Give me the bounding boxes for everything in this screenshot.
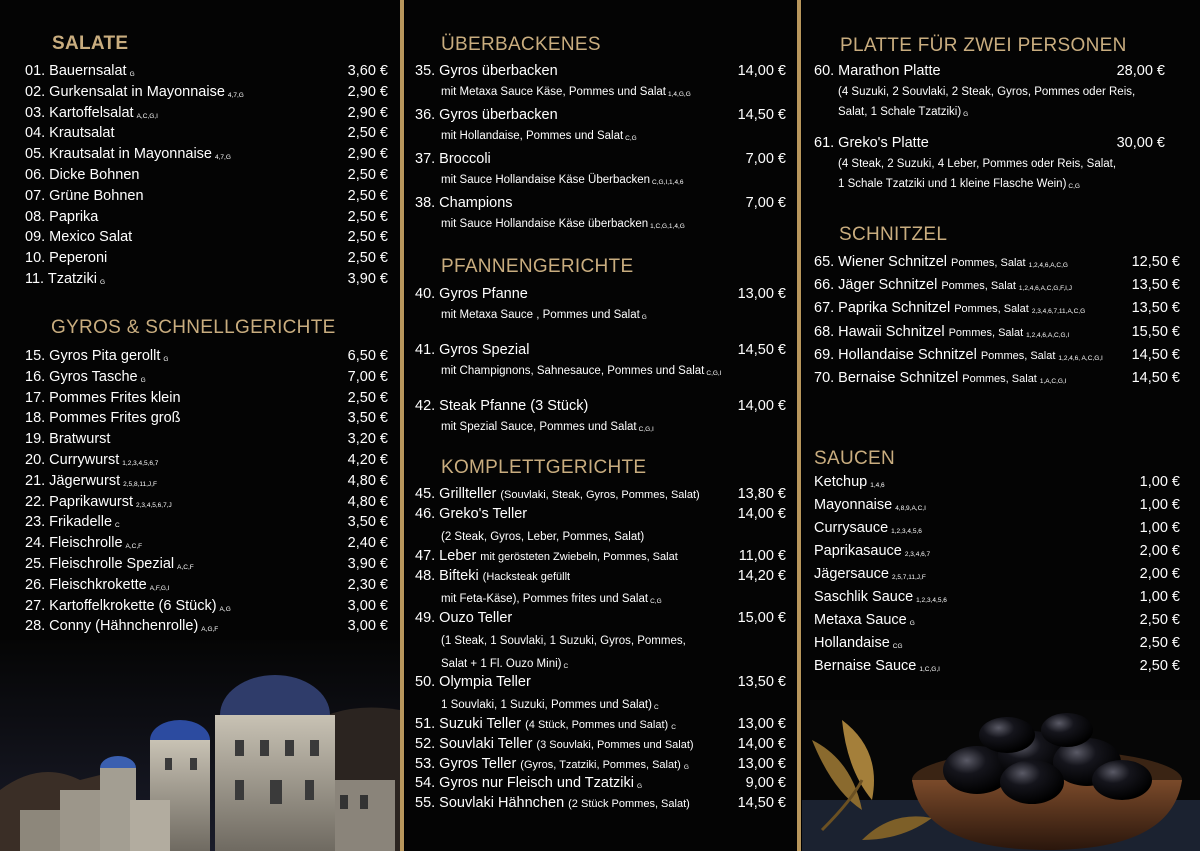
item-name: 40. Gyros Pfanne <box>415 286 528 302</box>
item-price: 3,50 € <box>347 514 388 531</box>
item-description-text: (2 Steak, Gyros, Leber, Pommes, Salat) <box>441 531 645 543</box>
item-name: 08. Paprika <box>25 208 99 225</box>
menu-item <box>814 252 1180 272</box>
item-name: Currysauce <box>814 520 889 536</box>
menu-item <box>25 616 388 636</box>
section-title-platte: PLATTE FÜR ZWEI PERSONEN <box>840 35 1127 56</box>
item-description-line <box>441 306 647 324</box>
item-price: 30,00 € <box>1116 135 1165 151</box>
item-price: 3,00 € <box>347 597 388 614</box>
allergen-code: G <box>683 764 689 771</box>
section-title-komplettgerichte: KOMPLETTGERICHTE <box>441 457 647 478</box>
item-description-text: Salat + 1 Fl. Ouzo Mini) <box>441 658 562 670</box>
item-price: 2,50 € <box>1139 658 1180 674</box>
item-name: 07. Grüne Bohnen <box>25 187 144 204</box>
allergen-code: A,C,G,I <box>136 112 158 120</box>
menu-item <box>814 61 1165 81</box>
allergen-code: 1,2,3,4,5,6,7 <box>122 460 159 467</box>
item-description-line <box>441 418 654 436</box>
item-name: 10. Peperoni <box>25 250 108 267</box>
item-name: Jägersauce <box>814 566 889 582</box>
item-name: 54. Gyros nur Fleisch und Tzatziki <box>415 775 634 791</box>
allergen-code: 1,4,G,G <box>668 91 691 98</box>
allergen-code: C,G <box>625 135 637 142</box>
allergen-code: 2,5,7,11,J,F <box>891 574 926 581</box>
item-price: 4,20 € <box>347 452 388 468</box>
item-name: 11. Tzatziki <box>25 271 97 287</box>
item-name: 01. Bauernsalat <box>25 63 127 79</box>
item-price: 2,50 € <box>347 250 388 267</box>
item-name: 23. Frikadelle <box>25 514 113 531</box>
allergen-code: A,C,F <box>125 543 143 551</box>
item-price: 2,00 € <box>1139 543 1180 559</box>
section-title-ueberbackenes: ÜBERBACKENES <box>441 34 601 55</box>
item-name: 49. Ouzo Teller <box>415 610 513 626</box>
item-price: 2,50 € <box>347 208 388 225</box>
item-price: 7,00 € <box>745 195 786 211</box>
menu-item <box>25 512 388 532</box>
allergen-code: 1,4,6 <box>870 482 885 489</box>
item-name: 03. Kartoffelsalat <box>25 104 134 121</box>
menu-item <box>415 396 786 416</box>
item-price: 2,50 € <box>347 187 388 204</box>
allergen-code: 4,7,G <box>227 91 244 99</box>
allergen-code: C,G <box>650 598 662 605</box>
item-description-text: mit Metaxa Sauce Käse, Pommes und Salat <box>441 86 666 98</box>
item-price: 7,00 € <box>347 368 388 385</box>
menu-item <box>25 533 388 553</box>
menu-item <box>25 388 388 408</box>
item-name: 45. Grillteller <box>415 486 497 502</box>
item-name: 06. Dicke Bohnen <box>25 167 140 183</box>
item-price: 4,80 € <box>347 493 388 510</box>
allergen-code: G <box>100 279 106 286</box>
item-price: 1,00 € <box>1139 520 1180 536</box>
item-price: 4,80 € <box>347 472 388 489</box>
item-name: 09. Mexico Salat <box>25 229 133 246</box>
menu-item <box>25 103 388 123</box>
item-price: 3,90 € <box>347 556 388 572</box>
item-description-text: 1 Souvlaki, 1 Suzuki, Pommes und Salat) <box>441 699 652 711</box>
menu-column-left <box>0 0 400 851</box>
item-price: 14,50 € <box>1131 346 1180 363</box>
item-description-text: mit Metaxa Sauce , Pommes und Salat <box>441 309 640 321</box>
item-name: 37. Broccoli <box>415 151 491 167</box>
allergen-code: 1,2,4,6, A,C,G,I <box>1058 354 1103 362</box>
allergen-code: 1,2,3,4,5,6 <box>891 528 922 535</box>
item-price: 3,60 € <box>347 63 388 79</box>
item-price: 13,50 € <box>737 674 786 690</box>
menu-item <box>415 793 786 813</box>
item-name: 60. Marathon Platte <box>814 63 941 79</box>
item-description-text: (4 Steak, 2 Suzuki, 4 Leber, Pommes oder Reis, Salat, <box>838 158 1117 170</box>
item-name: Saschlik Sauce <box>814 589 914 605</box>
menu-item <box>415 714 786 734</box>
allergen-code: 1,2,4,6,A,C,G,I <box>1026 331 1070 339</box>
menu-item <box>415 193 786 213</box>
menu-item <box>25 207 388 227</box>
menu-item <box>814 656 1180 676</box>
allergen-code: A,G,F <box>201 626 219 634</box>
item-name: 46. Greko's Teller <box>415 506 528 522</box>
item-price: 2,30 € <box>347 576 388 593</box>
item-name: 15. Gyros Pita gerollt <box>25 348 161 364</box>
item-description-line <box>838 175 1080 193</box>
item-description-text: mit Spezial Sauce, Pommes und Salat <box>441 421 637 433</box>
item-description: mit gerösteten Zwiebeln, Pommes, Salat <box>480 551 678 563</box>
item-description: Pommes, Salat <box>948 326 1024 339</box>
allergen-code: 4,7,G <box>215 154 231 162</box>
item-price: 1,00 € <box>1139 497 1180 513</box>
item-price: 12,50 € <box>1131 254 1180 270</box>
allergen-code: C,G,I,1,4,6 <box>652 179 684 186</box>
item-price: 9,00 € <box>745 775 786 791</box>
item-description: (Souvlaki, Steak, Gyros, Pommes, Salat) <box>500 489 700 501</box>
menu-item <box>814 518 1180 538</box>
menu-column-middle <box>405 0 797 851</box>
item-description: (2 Stück Pommes, Salat) <box>568 798 690 810</box>
item-description-text: (4 Suzuki, 2 Souvlaki, 2 Steak, Gyros, Pommes oder Reis, <box>838 86 1136 98</box>
item-name: 68. Hawaii Schnitzel <box>814 323 945 340</box>
item-description-line <box>441 655 568 673</box>
item-price: 11,00 € <box>738 548 786 564</box>
allergen-code: 1,C,G,1,4,G <box>650 223 685 230</box>
item-price: 14,00 € <box>737 398 786 414</box>
allergen-code: A,C,F <box>177 564 194 571</box>
menu-item <box>415 284 786 304</box>
menu-item <box>25 269 388 289</box>
allergen-code: 2,5,8,11,J,F <box>123 480 157 488</box>
item-price: 14,00 € <box>737 63 786 79</box>
allergen-code: G <box>909 620 915 627</box>
menu-item <box>415 566 786 586</box>
item-name: 25. Fleischrolle Spezial <box>25 556 175 572</box>
item-description-text: mit Hollandaise, Pommes und Salat <box>441 130 624 142</box>
item-price: 15,50 € <box>1131 323 1180 340</box>
item-description-text: 1 Schale Tzatziki und 1 kleine Flasche Wein) <box>838 178 1067 190</box>
item-name: 27. Kartoffelkrokette (6 Stück) <box>25 597 217 614</box>
item-price: 13,00 € <box>737 716 786 732</box>
menu-item <box>415 608 786 628</box>
olive-bowl-illustration <box>802 700 1200 851</box>
menu-item <box>814 133 1165 153</box>
item-price: 13,00 € <box>737 286 786 302</box>
menu-item <box>415 149 786 169</box>
item-name: 70. Bernaise Schnitzel <box>814 370 959 386</box>
item-name: Hollandaise <box>814 635 890 651</box>
item-description-text: Salat, 1 Schale Tzatziki) <box>838 106 962 118</box>
item-name: 35. Gyros überbacken <box>415 63 558 79</box>
item-name: 61. Greko's Platte <box>814 135 929 151</box>
item-name: 65. Wiener Schnitzel <box>814 254 947 270</box>
menu-item <box>415 672 786 692</box>
item-price: 2,40 € <box>347 535 388 552</box>
item-name: 04. Krautsalat <box>25 125 115 142</box>
item-price: 14,50 € <box>737 107 786 123</box>
section-title-schnitzel: SCHNITZEL <box>839 224 948 245</box>
item-name: 16. Gyros Tasche <box>25 368 138 385</box>
menu-item <box>814 345 1180 365</box>
item-description-line <box>441 590 662 608</box>
item-description-line <box>441 528 644 546</box>
item-name: 69. Hollandaise Schnitzel <box>814 346 977 363</box>
allergen-code: 4,8,9,A,C,I <box>895 505 926 512</box>
menu-item <box>25 227 388 247</box>
menu-item <box>25 471 388 491</box>
menu-item <box>814 541 1180 561</box>
item-description-text: mit Sauce Hollandaise Käse Überbacken <box>441 174 651 186</box>
section-title-gyros: GYROS & SCHNELLGERICHTE <box>51 317 336 338</box>
allergen-code: CG <box>892 643 903 650</box>
item-price: 14,50 € <box>737 342 786 358</box>
item-price: 1,00 € <box>1139 474 1180 490</box>
section-title-saucen: SAUCEN <box>814 448 895 469</box>
allergen-code: C <box>653 704 659 711</box>
item-price: 28,00 € <box>1116 63 1165 79</box>
allergen-code: 1,2,3,4,5,6 <box>916 597 947 604</box>
item-name: 42. Steak Pfanne (3 Stück) <box>415 398 589 414</box>
item-description-line <box>441 127 637 145</box>
menu-item <box>415 61 786 81</box>
item-description-line <box>441 362 722 380</box>
menu-item <box>25 248 388 268</box>
item-price: 13,50 € <box>1131 277 1180 294</box>
section-title-pfannengerichte: PFANNENGERICHTE <box>441 256 634 277</box>
item-price: 2,50 € <box>347 167 388 183</box>
menu-item <box>25 186 388 206</box>
item-name: 52. Souvlaki Teller <box>415 736 533 752</box>
item-price: 13,50 € <box>1131 300 1180 317</box>
item-name: 50. Olympia Teller <box>415 674 531 690</box>
item-price: 3,00 € <box>347 618 388 635</box>
item-price: 2,50 € <box>347 125 388 142</box>
item-name: Ketchup <box>814 474 868 490</box>
item-price: 2,50 € <box>347 389 388 406</box>
menu-item <box>814 472 1180 492</box>
item-price: 3,20 € <box>347 431 388 448</box>
menu-item <box>415 105 786 125</box>
menu-item <box>25 144 388 164</box>
menu-item <box>25 492 388 512</box>
item-name: 41. Gyros Spezial <box>415 342 530 358</box>
item-price: 2,00 € <box>1139 566 1180 582</box>
item-price: 14,20 € <box>737 568 786 584</box>
item-price: 14,50 € <box>1131 370 1180 386</box>
item-name: Mayonnaise <box>814 497 893 513</box>
allergen-code: G <box>636 783 642 790</box>
item-name: 38. Champions <box>415 195 513 211</box>
item-price: 13,00 € <box>737 756 786 772</box>
allergen-code: C <box>115 522 120 530</box>
item-description-line <box>441 171 683 189</box>
allergen-code: A,F,G,I <box>149 584 170 592</box>
item-name: 47. Leber <box>415 548 477 564</box>
item-name: 02. Gurkensalat in Mayonnaise <box>25 83 225 100</box>
item-price: 3,90 € <box>347 271 388 287</box>
menu-item <box>814 298 1180 318</box>
item-description-line <box>441 632 686 650</box>
item-description-line <box>838 103 968 121</box>
allergen-code: 2,3,4,6,7,11,A,C,G <box>1031 308 1086 316</box>
menu-item <box>25 408 388 428</box>
item-price: 14,50 € <box>737 795 786 811</box>
item-description: Pommes, Salat <box>954 303 1029 316</box>
menu-item <box>814 275 1180 295</box>
menu-item <box>415 504 786 524</box>
allergen-code: 1,2,4,6,A,C,G,F,I,J <box>1018 285 1073 293</box>
allergen-code: G <box>129 71 135 78</box>
allergen-code: G <box>140 376 146 384</box>
item-price: 2,50 € <box>347 229 388 246</box>
item-description: Pommes, Salat <box>941 280 1016 293</box>
item-description-text: mit Champignons, Sahnesauce, Pommes und Salat <box>441 365 705 377</box>
allergen-code: C <box>563 663 569 670</box>
menu-item <box>415 773 786 793</box>
menu-item <box>25 575 388 595</box>
item-description: (3 Souvlaki, Pommes und Salat) <box>536 739 694 751</box>
item-description-text: mit Sauce Hollandaise Käse überbacken <box>441 218 649 230</box>
item-price: 15,00 € <box>737 610 786 626</box>
allergen-code: C,G <box>1068 183 1080 190</box>
allergen-code: 1,C,G,I <box>919 666 940 673</box>
menu-item <box>814 564 1180 584</box>
menu-item <box>814 587 1180 607</box>
allergen-code: G <box>163 356 169 363</box>
item-name: 53. Gyros Teller <box>415 756 517 772</box>
menu-item <box>814 322 1180 342</box>
item-name: 67. Paprika Schnitzel <box>814 300 951 317</box>
menu-item <box>25 61 388 81</box>
menu-item <box>25 450 388 470</box>
item-description: (Gyros, Tzatziki, Pommes, Salat) <box>520 759 681 771</box>
item-name: 18. Pommes Frites groß <box>25 410 181 427</box>
item-name: 55. Souvlaki Hähnchen <box>415 795 565 811</box>
menu-item <box>814 495 1180 515</box>
allergen-code: 1,2,4,6,A,C,G <box>1028 262 1068 269</box>
item-name: 26. Fleischkrokette <box>25 576 147 593</box>
allergen-code: C <box>671 724 676 731</box>
menu-item <box>814 633 1180 653</box>
item-name: 51. Suzuki Teller <box>415 716 522 732</box>
item-name: 17. Pommes Frites klein <box>25 389 181 406</box>
menu-item <box>415 484 786 504</box>
item-description: Pommes, Salat <box>950 257 1026 269</box>
item-price: 6,50 € <box>347 348 388 364</box>
item-description: (4 Stück, Pommes und Salat) <box>525 719 669 731</box>
menu-item <box>415 546 786 566</box>
item-name: Paprikasauce <box>814 543 902 559</box>
menu-item <box>25 554 388 574</box>
item-description-text: (1 Steak, 1 Souvlaki, 1 Suzuki, Gyros, Pommes, <box>441 635 686 647</box>
item-name: 19. Bratwurst <box>25 431 111 448</box>
allergen-code: 2,3,4,6,7 <box>904 551 931 558</box>
item-name: 36. Gyros überbacken <box>415 107 558 123</box>
item-price: 2,50 € <box>1139 635 1180 651</box>
section-title-salate: SALATE <box>52 33 129 54</box>
column-separator <box>400 0 404 851</box>
item-description: Pommes, Salat <box>980 349 1056 362</box>
item-price: 2,90 € <box>347 146 388 163</box>
item-name: Bernaise Sauce <box>814 658 917 674</box>
item-description-line <box>441 215 685 233</box>
menu-item <box>25 367 388 387</box>
allergen-code: C,G,I <box>706 370 722 377</box>
item-name: 48. Bifteki <box>415 568 479 584</box>
allergen-code: G <box>641 314 647 321</box>
item-name: 05. Krautsalat in Mayonnaise <box>25 146 212 163</box>
allergen-code: 1,A,C,G,I <box>1039 378 1067 385</box>
item-price: 3,50 € <box>347 410 388 427</box>
menu-item <box>25 596 388 616</box>
item-description-text: mit Feta-Käse), Pommes frites und Salat <box>441 593 649 605</box>
menu-item <box>25 123 388 143</box>
allergen-code: A,G <box>219 605 231 613</box>
item-description-line <box>838 155 1116 173</box>
item-price: 2,90 € <box>347 83 388 100</box>
allergen-code: G <box>963 111 969 118</box>
menu-item <box>415 734 786 754</box>
allergen-code: 2,3,4,5,6,7,J <box>136 501 172 509</box>
item-description: Pommes, Salat <box>962 373 1037 385</box>
item-name: 28. Conny (Hähnchenrolle) <box>25 618 199 635</box>
item-description-line <box>441 696 659 714</box>
item-name: 20. Currywurst <box>25 452 120 468</box>
item-name: Metaxa Sauce <box>814 612 907 628</box>
item-price: 2,50 € <box>1139 612 1180 628</box>
item-price: 13,80 € <box>737 486 786 502</box>
item-price: 14,00 € <box>737 736 786 752</box>
item-description: (Hacksteak gefüllt <box>482 571 571 583</box>
santorini-church-illustration <box>0 640 400 851</box>
menu-item <box>415 340 786 360</box>
item-name: 21. Jägerwurst <box>25 472 121 489</box>
menu-item <box>415 754 786 774</box>
item-description-line <box>838 83 1135 101</box>
item-price: 7,00 € <box>745 151 786 167</box>
item-name: 24. Fleischrolle <box>25 535 123 552</box>
item-name: 66. Jäger Schnitzel <box>814 277 938 294</box>
allergen-code: C,G,I <box>638 426 654 433</box>
item-price: 2,90 € <box>347 104 388 121</box>
menu-item <box>25 346 388 366</box>
column-separator <box>797 0 801 851</box>
item-price: 1,00 € <box>1139 589 1180 605</box>
item-name: 22. Paprikawurst <box>25 493 133 510</box>
menu-item <box>25 165 388 185</box>
item-price: 14,00 € <box>737 506 786 522</box>
menu-item <box>814 368 1180 388</box>
item-description-line <box>441 83 691 101</box>
menu-item <box>25 82 388 102</box>
menu-item <box>814 610 1180 630</box>
menu-item <box>25 429 388 449</box>
menu-column-right <box>802 0 1200 851</box>
